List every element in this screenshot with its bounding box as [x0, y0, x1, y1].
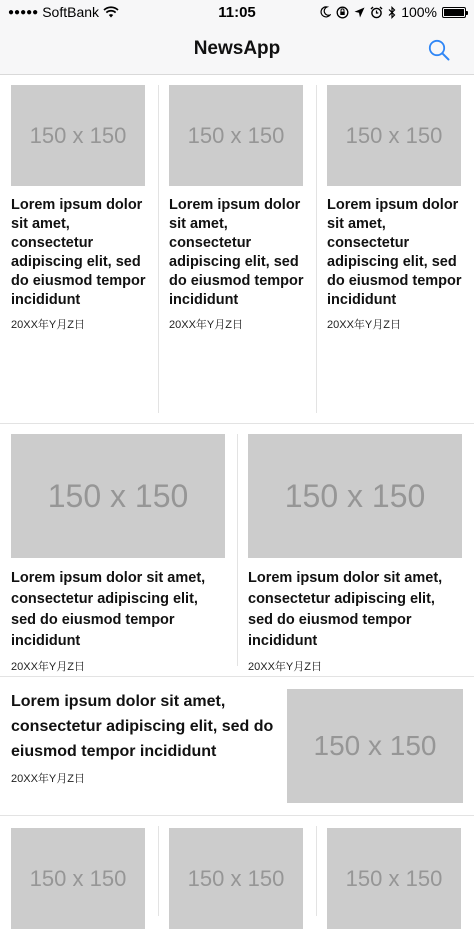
article-row-featured[interactable]	[0, 677, 474, 816]
article-date: 20XX年Y月Z日	[327, 319, 401, 331]
article-card[interactable]	[0, 816, 158, 926]
location-arrow-icon	[354, 7, 365, 18]
article-thumbnail: 150 x 150	[327, 85, 461, 186]
status-bar-right	[320, 4, 466, 20]
article-thumbnail: 150 x 150	[11, 828, 145, 929]
status-bar-left	[8, 4, 119, 20]
article-title: Lorem ipsum dolor sit amet, consectetur adipiscing elit, sed do eiusmod tempor incididunt	[248, 570, 443, 649]
article-title: Lorem ipsum dolor sit amet, consectetur adipiscing elit, sed do eiusmod tempor incididunt	[169, 197, 304, 308]
article-date: 20XX年Y月Z日	[169, 319, 243, 331]
navigation-bar	[0, 24, 474, 75]
status-time: 11:05	[218, 3, 256, 21]
article-card[interactable]	[0, 75, 158, 423]
article-card[interactable]	[158, 75, 316, 423]
app-title: NewsApp	[193, 38, 281, 59]
article-row-three-column	[0, 75, 474, 424]
battery-icon	[442, 7, 466, 18]
article-date: 20XX年Y月Z日	[248, 661, 322, 673]
search-button[interactable]	[426, 37, 452, 63]
article-title: Lorem ipsum dolor sit amet, consectetur adipiscing elit, sed do eiusmod tempor incididunt	[11, 693, 274, 760]
article-thumbnail: 150 x 150	[248, 434, 462, 558]
carrier-name: SoftBank	[42, 4, 100, 20]
article-thumbnail: 150 x 150	[169, 85, 303, 186]
article-thumbnail: 150 x 150	[169, 828, 303, 929]
article-thumbnail: 150 x 150	[287, 689, 463, 803]
article-row-three-column	[0, 816, 474, 926]
moon-icon	[320, 6, 331, 18]
article-text-block	[0, 677, 287, 815]
article-card[interactable]	[0, 424, 237, 676]
article-card[interactable]	[237, 424, 474, 676]
article-title: Lorem ipsum dolor sit amet, consectetur adipiscing elit, sed do eiusmod tempor incididunt	[11, 570, 206, 649]
news-feed	[0, 75, 474, 926]
alarm-clock-icon	[370, 6, 383, 19]
battery-percentage: 100%	[401, 4, 437, 20]
article-image-block	[287, 677, 474, 815]
article-row-two-column	[0, 424, 474, 677]
signal-strength-icon: ●●●●●	[8, 6, 39, 18]
article-card[interactable]	[158, 816, 316, 926]
rotation-lock-icon	[336, 6, 349, 19]
status-bar	[0, 0, 474, 24]
article-title: Lorem ipsum dolor sit amet, consectetur adipiscing elit, sed do eiusmod tempor incididunt	[11, 197, 146, 308]
article-thumbnail: 150 x 150	[327, 828, 461, 929]
bluetooth-icon	[388, 6, 396, 19]
article-date: 20XX年Y月Z日	[11, 319, 85, 331]
article-card[interactable]	[316, 75, 474, 423]
article-thumbnail: 150 x 150	[11, 85, 145, 186]
search-icon	[428, 39, 450, 61]
article-date: 20XX年Y月Z日	[11, 661, 85, 673]
article-card[interactable]	[316, 816, 474, 926]
article-date: 20XX年Y月Z日	[11, 773, 85, 785]
article-thumbnail: 150 x 150	[11, 434, 225, 558]
wifi-icon	[103, 6, 119, 18]
article-title: Lorem ipsum dolor sit amet, consectetur adipiscing elit, sed do eiusmod tempor incididunt	[327, 197, 462, 308]
